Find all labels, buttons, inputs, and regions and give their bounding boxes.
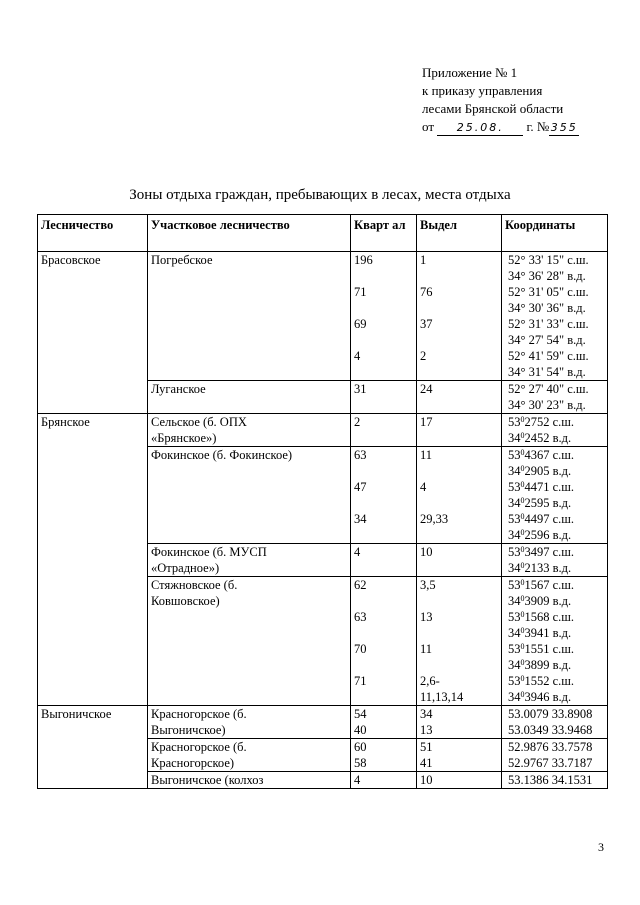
longitude: $34^03946$ в.д.: [508, 690, 572, 704]
quarter-value: 62: [354, 578, 367, 592]
latitude: $53^03497$ с.ш.: [508, 545, 575, 559]
longitude: $34^02133$ в.д.: [508, 561, 572, 575]
allotment-value: 3,5: [420, 578, 436, 592]
year-number-label: г. №: [526, 119, 550, 134]
latitude: $53^02752$ с.ш.: [508, 415, 575, 429]
quarter-value: 69: [354, 317, 367, 331]
quarter-cell: [351, 739, 417, 772]
quarter-value: 34: [354, 512, 367, 526]
district-line: «Отрадное»): [151, 561, 220, 575]
quarter-cell: 31: [351, 381, 417, 414]
district-cell: [148, 739, 351, 772]
quarter-cell: [351, 447, 417, 544]
longitude: 34° 31' 54" в.д.: [508, 365, 586, 379]
coordinate-pair: 53.1386 34.1531: [508, 773, 593, 787]
district-line: Фокинское (б. МУСП: [151, 545, 267, 559]
coordinates-cell: [502, 772, 608, 789]
recreation-zones-table: [37, 214, 608, 789]
coordinate-pair: 52.9876 33.7578: [508, 740, 593, 754]
allotment-value: 13: [420, 723, 433, 737]
latitude: 52° 33' 15" с.ш.: [508, 253, 589, 267]
authority-line: лесами Брянской области: [422, 101, 564, 116]
order-line: к приказу управления: [422, 83, 543, 98]
coordinates-cell: [502, 381, 608, 414]
date-number-line: [422, 118, 632, 136]
district-cell: [148, 577, 351, 706]
forestry-cell: Выгоничское: [38, 706, 148, 789]
district-line: Ковшовское): [151, 594, 220, 608]
quarter-value: 4: [354, 349, 361, 363]
allotment-cell: [417, 447, 502, 544]
allotment-value: 2,6-: [420, 674, 440, 688]
longitude: $34^02596$ в.д.: [508, 528, 572, 542]
allotment-value: 11: [420, 642, 433, 656]
appendix-line: Приложение № 1: [422, 65, 518, 80]
longitude: 34° 30' 36" в.д.: [508, 301, 586, 315]
quarter-cell: [351, 577, 417, 706]
quarter-value: 71: [354, 285, 367, 299]
allotment-value: 13: [420, 610, 433, 624]
quarter-cell: 4: [351, 772, 417, 789]
coordinates-cell: [502, 447, 608, 544]
allotment-value: 11,13,14: [420, 690, 464, 704]
allotment-value: 11: [420, 448, 433, 462]
longitude: 34° 30' 23" в.д.: [508, 398, 586, 412]
latitude: $53^01567$ с.ш.: [508, 578, 575, 592]
allotment-value: 4: [420, 480, 427, 494]
latitude: $53^04471$ с.ш.: [508, 480, 575, 494]
coordinates-cell: [502, 414, 608, 447]
coordinates-cell: [502, 544, 608, 577]
allotment-cell: 10: [417, 544, 502, 577]
longitude: $34^03899$ в.д.: [508, 658, 572, 672]
longitude: $34^03941$ в.д.: [508, 626, 572, 640]
quarter-cell: [351, 706, 417, 739]
coordinates-cell: [502, 577, 608, 706]
appendix-header: [422, 64, 632, 136]
latitude: $53^04497$ с.ш.: [508, 512, 575, 526]
quarter-value: 60: [354, 740, 367, 754]
quarter-value: 196: [354, 253, 373, 267]
district-line: «Брянское»): [151, 431, 217, 445]
coordinate-pair: 52.9767 33.7187: [508, 756, 593, 770]
document-title: Зоны отдыха граждан, пребывающих в лесах, места отдыха: [129, 187, 511, 203]
page-number: 3: [598, 840, 604, 854]
longitude: $34^02452$ в.д.: [508, 431, 572, 445]
district-cell: [148, 414, 351, 447]
header-forestry: Лесничество: [38, 215, 148, 252]
quarter-cell: [351, 252, 417, 381]
district-line: Красногорское (б.: [151, 740, 247, 754]
allotment-value: 29,33: [420, 512, 449, 526]
coordinates-cell: [502, 739, 608, 772]
district-cell: Луганское: [148, 381, 351, 414]
latitude: $53^01568$ с.ш.: [508, 610, 575, 624]
quarter-value: 40: [354, 723, 367, 737]
longitude: $34^03909$ в.д.: [508, 594, 572, 608]
header-coordinates: Координаты: [502, 215, 608, 252]
allotment-value: 34: [420, 707, 433, 721]
allotment-value: 51: [420, 740, 433, 754]
latitude: $53^04367$ с.ш.: [508, 448, 575, 462]
quarter-value: 54: [354, 707, 367, 721]
allotment-value: 37: [420, 317, 433, 331]
forestry-cell: Брасовское: [38, 252, 148, 414]
allotment-cell: [417, 706, 502, 739]
handwritten-order-number: 355: [550, 121, 578, 134]
table-header-row: [38, 215, 608, 252]
district-cell: [148, 544, 351, 577]
allotment-cell: 17: [417, 414, 502, 447]
coordinates-cell: [502, 252, 608, 381]
allotment-value: 76: [420, 285, 433, 299]
quarter-value: 63: [354, 448, 367, 462]
allotment-cell: [417, 577, 502, 706]
coordinate-pair: 53.0079 33.8908: [508, 707, 593, 721]
longitude: 34° 36' 28" в.д.: [508, 269, 586, 283]
table-row: [38, 414, 608, 447]
handwritten-date: 25.08.: [437, 121, 523, 136]
quarter-cell: 2: [351, 414, 417, 447]
header-allotment: Выдел: [417, 215, 502, 252]
quarter-value: 71: [354, 674, 367, 688]
latitude: $53^01551$ с.ш.: [508, 642, 575, 656]
quarter-value: 63: [354, 610, 367, 624]
latitude: $53^01552$ с.ш.: [508, 674, 575, 688]
latitude: 52° 27' 40" с.ш.: [508, 382, 589, 396]
allotment-cell: 24: [417, 381, 502, 414]
longitude: 34° 27' 54" в.д.: [508, 333, 586, 347]
table-row: [38, 252, 608, 381]
allotment-value: 1: [420, 253, 427, 267]
quarter-value: 58: [354, 756, 367, 770]
longitude: $34^02905$ в.д.: [508, 464, 572, 478]
forestry-cell: Брянское: [38, 414, 148, 706]
quarter-value: 47: [354, 480, 367, 494]
latitude: 52° 41' 59" с.ш.: [508, 349, 589, 363]
header-district: Участковое лесничество: [148, 215, 351, 252]
district-line: Сельское (б. ОПХ: [151, 415, 247, 429]
allotment-cell: 10: [417, 772, 502, 789]
allotment-cell: [417, 252, 502, 381]
coordinates-cell: [502, 706, 608, 739]
from-label: от: [422, 119, 435, 134]
latitude: 52° 31' 33" с.ш.: [508, 317, 589, 331]
district-line: Красногорское): [151, 756, 235, 770]
district-cell: Погребское: [148, 252, 351, 381]
district-cell: [148, 706, 351, 739]
allotment-value: 2: [420, 349, 427, 363]
header-quarter: Кварт ал: [351, 215, 417, 252]
allotment-value: 41: [420, 756, 433, 770]
district-cell: Фокинское (б. Фокинское): [148, 447, 351, 544]
district-line: Красногорское (б.: [151, 707, 247, 721]
district-cell: Выгоничское (колхоз: [148, 772, 351, 789]
table-row: [38, 706, 608, 739]
coordinate-pair: 53.0349 33.9468: [508, 723, 593, 737]
quarter-cell: 4: [351, 544, 417, 577]
district-line: Выгоничское): [151, 723, 226, 737]
longitude: $34^02595$ в.д.: [508, 496, 572, 510]
latitude: 52° 31' 05" с.ш.: [508, 285, 589, 299]
district-line: Стяжновское (б.: [151, 578, 238, 592]
allotment-cell: [417, 739, 502, 772]
quarter-value: 70: [354, 642, 367, 656]
